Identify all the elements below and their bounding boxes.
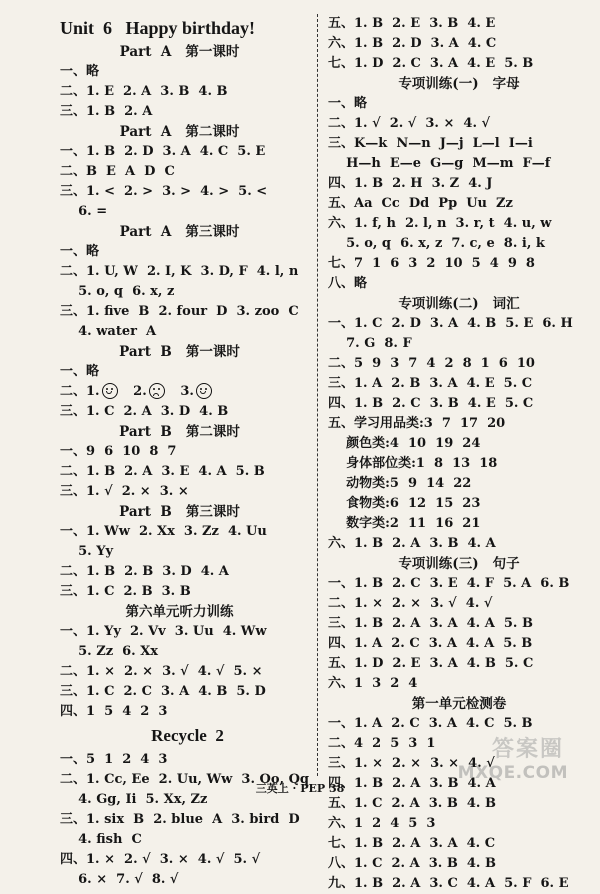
answer-line: 二、4 2 5 3 1 <box>328 736 436 751</box>
answer-line: 一、略 <box>60 244 100 259</box>
section-heading: 专项训练(三) 句子 <box>398 556 520 572</box>
answer-line: 五、Aa Cc Dd Pp Uu Zz <box>328 196 513 211</box>
answer-line: 5. o, q 6. x, z <box>60 284 175 299</box>
answer-line: 二、B E A D C <box>60 164 175 179</box>
section-heading: 第一单元检测卷 <box>411 696 507 712</box>
answer-line: 4. water A <box>60 324 157 339</box>
smiling-face-icon <box>196 383 212 399</box>
answer-line: 6. = <box>60 204 108 219</box>
page-footer: 三英上 · PEP 38 <box>255 782 345 795</box>
watermark-url: MXQE.COM <box>457 763 568 783</box>
section-heading: Part B 第一课时 <box>119 344 240 360</box>
answer-line: 五、1. B 2. E 3. B 4. E <box>328 16 496 31</box>
answer-line: 一、1. C 2. D 3. A 4. B 5. E 6. H <box>328 316 573 331</box>
answer-line: 4. fish C <box>60 832 142 847</box>
answer-line: 三、1. six B 2. blue A 3. bird D <box>60 812 300 827</box>
answer-line: 二、1. U, W 2. I, K 3. D, F 4. l, n <box>60 264 299 279</box>
answer-line: 二、1. E 2. A 3. B 4. B <box>60 84 228 99</box>
answer-line: 一、1. B 2. D 3. A 4. C 5. E <box>60 144 266 159</box>
answer-line: 六、1. B 2. D 3. A 4. C <box>328 36 497 51</box>
left-column <box>60 14 315 890</box>
answer-line: 一、略 <box>60 364 100 379</box>
section-heading: Part A 第二课时 <box>119 124 240 140</box>
answer-line: 二、1. × 2. × 3. √ 4. √ <box>328 596 493 611</box>
faces-answer-line: 二、1. 2. 3. <box>60 382 315 402</box>
answer-line: 4. Gg, Ii 5. Xx, Zz <box>60 792 208 807</box>
answer-line: 颜色类:4 10 19 24 <box>328 436 481 451</box>
answer-line: 身体部位类:1 8 13 18 <box>328 456 498 471</box>
answer-line: H—h E—e G—g M—m F—f <box>328 156 551 171</box>
section-heading: Part A 第一课时 <box>119 44 240 60</box>
answer-line: 一、略 <box>60 64 100 79</box>
sad-face-icon <box>149 383 165 399</box>
answer-line: 三、1. B 2. A 3. A 4. A 5. B <box>328 616 533 631</box>
answer-line: 二、1. B 2. A 3. E 4. A 5. B <box>60 464 265 479</box>
section-heading: 专项训练(一) 字母 <box>398 76 520 92</box>
answer-line: 一、略 <box>328 96 368 111</box>
answer-line: 三、K—k N—n J—j L—l I—i <box>328 136 533 151</box>
column-divider <box>317 14 318 776</box>
answer-line: 五、1. D 2. E 3. A 4. B 5. C <box>328 656 534 671</box>
section-heading: Part B 第二课时 <box>119 424 240 440</box>
section-heading: 专项训练(二) 词汇 <box>398 296 520 312</box>
answer-line: 二、1. √ 2. √ 3. × 4. √ <box>328 116 491 131</box>
answer-line: 八、1. C 2. A 3. B 4. B <box>328 856 496 871</box>
answer-line: 七、1. D 2. C 3. A 4. E 5. B <box>328 56 534 71</box>
recycle-title: Recycle 2 <box>151 726 224 745</box>
answer-line: 三、1. five B 2. four D 3. zoo C <box>60 304 299 319</box>
answer-line: 一、1. A 2. C 3. A 4. C 5. B <box>328 716 533 731</box>
answer-line: 三、1. C 2. C 3. A 4. B 5. D <box>60 684 266 699</box>
section-heading: Part B 第三课时 <box>119 504 240 520</box>
section-heading: Part A 第三课时 <box>119 224 240 240</box>
answer-line: 一、1. Ww 2. Xx 3. Zz 4. Uu <box>60 524 267 539</box>
answer-line: 四、1. B 2. A 3. B 4. A <box>328 776 496 791</box>
watermark-logo <box>457 737 582 785</box>
answer-line: 一、1. B 2. C 3. E 4. F 5. A 6. B <box>328 576 570 591</box>
answer-line: 5. o, q 6. x, z 7. c, e 8. i, k <box>328 236 545 251</box>
answer-line: 八、略 <box>328 276 368 291</box>
smiling-face-icon <box>102 383 118 399</box>
answer-line: 三、1. B 2. A <box>60 104 153 119</box>
answer-line: 九、1. B 2. A 3. C 4. A 5. F 6. E <box>328 876 569 891</box>
answer-line: 数字类:2 11 16 21 <box>328 516 481 531</box>
answer-line: 二、5 9 3 7 4 2 8 1 6 10 <box>328 356 535 371</box>
answer-line: 四、1. B 2. H 3. Z 4. J <box>328 176 493 191</box>
answer-line: 五、1. C 2. A 3. B 4. B <box>328 796 496 811</box>
answer-line: 四、1 5 4 2 3 <box>60 704 168 719</box>
answer-line: 六、1 3 2 4 <box>328 676 418 691</box>
answer-line: 二、1. × 2. × 3. √ 4. √ 5. × <box>60 664 263 679</box>
answer-line: 三、1. × 2. × 3. × 4. √ <box>328 756 495 771</box>
answer-line: 5. Yy <box>60 544 114 559</box>
answer-line: 5. Zz 6. Xx <box>60 644 159 659</box>
answer-line: 三、1. < 2. > 3. > 4. > 5. < <box>60 184 268 199</box>
answer-line: 三、1. C 2. B 3. B <box>60 584 191 599</box>
answer-line: 食物类:6 12 15 23 <box>328 496 481 511</box>
answer-line: 四、1. × 2. √ 3. × 4. √ 5. √ <box>60 852 261 867</box>
answer-line: 一、5 1 2 4 3 <box>60 752 168 767</box>
answer-line: 七、1. B 2. A 3. A 4. C <box>328 836 496 851</box>
section-heading: 第六单元听力训练 <box>125 604 234 620</box>
answer-line: 四、1. A 2. C 3. A 4. A 5. B <box>328 636 533 651</box>
answer-line: 6. × 7. √ 8. √ <box>60 872 179 887</box>
answer-line: 二、1. Cc, Ee 2. Uu, Ww 3. Oo, Qq <box>60 772 309 787</box>
answer-line: 六、1. B 2. A 3. B 4. A <box>328 536 496 551</box>
answer-line: 六、1 2 4 5 3 <box>328 816 436 831</box>
answer-line: 三、1. √ 2. × 3. × <box>60 484 189 499</box>
answer-line: 一、9 6 10 8 7 <box>60 444 177 459</box>
watermark-cn: 答案圈 <box>491 737 564 762</box>
answer-line: 三、1. C 2. A 3. D 4. B <box>60 404 229 419</box>
answer-line: 二、1. B 2. B 3. D 4. A <box>60 564 229 579</box>
answer-line: 五、学习用品类:3 7 17 20 <box>328 416 506 431</box>
answer-line: 四、1. B 2. C 3. B 4. E 5. C <box>328 396 534 411</box>
answer-line: 三、1. A 2. B 3. A 4. E 5. C <box>328 376 533 391</box>
answer-line: 六、1. f, h 2. l, n 3. r, t 4. u, w <box>328 216 552 231</box>
answer-line: 一、1. Yy 2. Vv 3. Uu 4. Ww <box>60 624 267 639</box>
answer-line: 七、7 1 6 3 2 10 5 4 9 8 <box>328 256 535 271</box>
answer-line: 动物类:5 9 14 22 <box>328 476 472 491</box>
unit-title: Unit 6 Happy birthday! <box>60 18 256 38</box>
answer-line: 7. G 8. F <box>328 336 412 351</box>
